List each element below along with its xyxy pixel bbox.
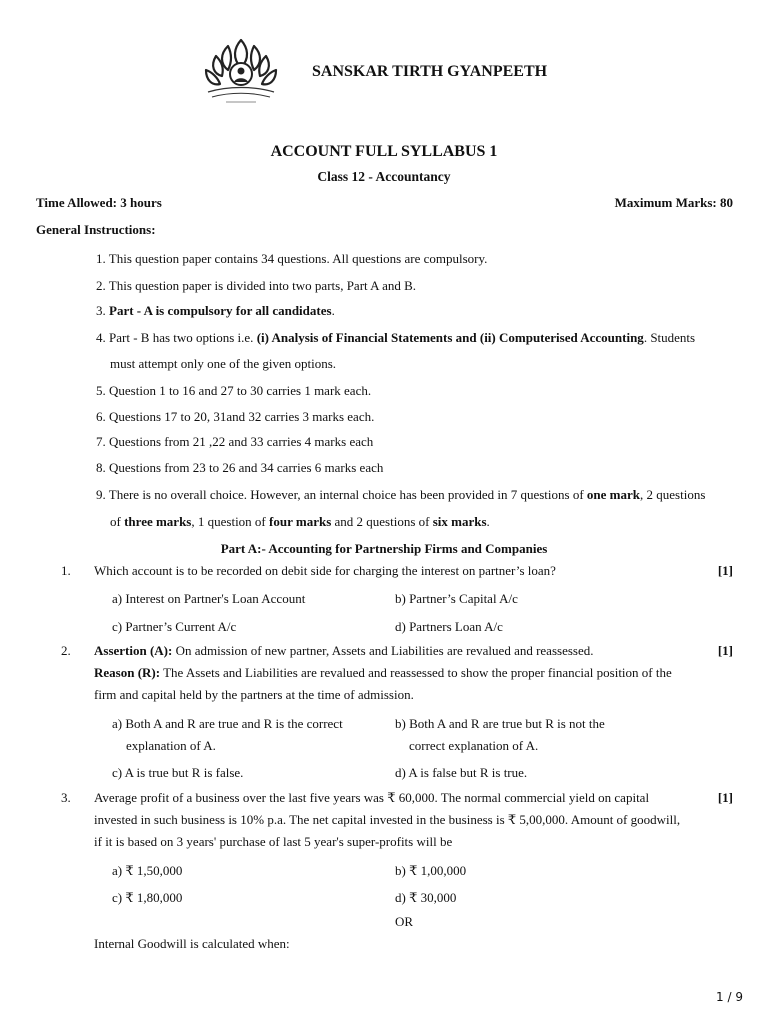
- q2-assertion-label: Assertion (A):: [94, 643, 173, 658]
- q2-option-a-continued: explanation of A.: [126, 738, 216, 753]
- q3-line-1: Average profit of a business over the last five years was ₹ 60,000. The normal commercial yield on capital: [94, 790, 650, 805]
- instruction-9-text-f: , 1 question of: [191, 514, 270, 529]
- paper-title: ACCOUNT FULL SYLLABUS 1: [270, 143, 498, 160]
- instruction-4: [96, 329, 736, 347]
- school-logo: [198, 34, 284, 108]
- instruction-9-text-d: of: [110, 514, 125, 529]
- q1-option-d: d) Partners Loan A/c: [395, 619, 503, 634]
- instruction-9-text-c: , 2 questions: [640, 487, 706, 502]
- instruction-4-suffix: . Students: [643, 330, 696, 345]
- q1-option-b: b) Partner’s Capital A/c: [395, 591, 518, 606]
- q2-option-c: c) A is true but R is false.: [112, 765, 244, 780]
- instruction-6: 6. Questions 17 to 20, 31and 32 carries 3 marks each.: [96, 409, 375, 424]
- instruction-4-bold: (i) Analysis of Financial Statements and (ii) Computerised Accounting: [256, 330, 644, 345]
- q3-option-b: b) ₹ 1,00,000: [395, 863, 467, 878]
- paper-subtitle: Class 12 - Accountancy: [317, 169, 451, 184]
- q2-reason-text: The Assets and Liabilities are revalued and reassessed to show the proper financial position of the: [160, 665, 672, 680]
- instruction-3-suffix: .: [331, 303, 335, 318]
- q1-number: 1.: [61, 563, 71, 578]
- instruction-9-text-a: 9. There is no overall choice. However, an internal choice has been provided in 7 questions of: [96, 487, 587, 502]
- school-name: SANSKAR TIRTH GYANPEETH: [312, 63, 548, 80]
- q3-option-c: c) ₹ 1,80,000: [112, 890, 183, 905]
- instruction-9: [96, 486, 746, 504]
- q2-reason-label: Reason (R):: [94, 665, 161, 680]
- instruction-1: 1. This question paper contains 34 questions. All questions are compulsory.: [96, 251, 488, 266]
- q2-assertion-text: On admission of new partner, Assets and Liabilities are revalued and reassessed.: [172, 643, 594, 658]
- instruction-4-prefix: 4. Part - B has two options i.e.: [96, 330, 257, 345]
- instruction-7: 7. Questions from 21 ,22 and 33 carries 4 marks each: [96, 434, 374, 449]
- q3-alternative-question: Internal Goodwill is calculated when:: [94, 936, 290, 951]
- instruction-9-continued: [110, 513, 490, 531]
- q3-marks: [1]: [717, 790, 733, 805]
- instruction-3: [96, 302, 736, 320]
- q3-or-separator: OR: [395, 914, 414, 929]
- maximum-marks: Maximum Marks: 80: [614, 195, 733, 210]
- q1-marks: [1]: [717, 563, 733, 578]
- q2-assertion: [94, 642, 706, 660]
- q3-option-d: d) ₹ 30,000: [395, 890, 457, 905]
- q2-option-d: d) A is false but R is true.: [395, 765, 528, 780]
- instruction-5: 5. Question 1 to 16 and 27 to 30 carries 1 mark each.: [96, 383, 372, 398]
- q2-option-a: a) Both A and R are true and R is the correct: [112, 716, 343, 731]
- instruction-2: 2. This question paper is divided into two parts, Part A and B.: [96, 278, 417, 293]
- instruction-9-text-h: and 2 questions of: [331, 514, 433, 529]
- q1-text: Which account is to be recorded on debit side for charging the interest on partner’s loan?: [94, 563, 556, 578]
- q2-reason-continued: firm and capital held by the partners at the time of admission.: [94, 687, 414, 702]
- part-a-heading: Part A:- Accounting for Partnership Firms and Companies: [220, 541, 548, 556]
- instruction-4-continued: must attempt only one of the given options.: [110, 356, 337, 371]
- instruction-3-prefix: 3.: [96, 303, 109, 318]
- q2-reason: [94, 664, 706, 682]
- q2-number: 2.: [61, 643, 71, 658]
- time-allowed: Time Allowed: 3 hours: [36, 195, 162, 210]
- instruction-9-four-marks: four marks: [269, 514, 332, 529]
- q3-number: 3.: [61, 790, 71, 805]
- instruction-9-three-marks: three marks: [124, 514, 192, 529]
- instruction-8: 8. Questions from 23 to 26 and 34 carries 6 marks each: [96, 460, 384, 475]
- instruction-9-one-mark: one mark: [586, 487, 641, 502]
- general-instructions-heading: General Instructions:: [36, 222, 156, 237]
- q2-option-b: b) Both A and R are true but R is not the: [395, 716, 605, 731]
- q3-line-3: if it is based on 3 years' purchase of last 5 year's super-profits will be: [94, 834, 453, 849]
- instruction-9-text-j: .: [486, 514, 490, 529]
- q3-option-a: a) ₹ 1,50,000: [112, 863, 183, 878]
- q1-option-c: c) Partner’s Current A/c: [112, 619, 237, 634]
- q1-option-a: a) Interest on Partner's Loan Account: [112, 591, 306, 606]
- lotus-emblem-icon: [198, 34, 284, 108]
- q2-marks: [1]: [717, 643, 733, 658]
- page-number: 1 / 9: [716, 990, 743, 1004]
- instruction-9-six-marks: six marks: [432, 514, 487, 529]
- q3-line-2: invested in such business is 10% p.a. The net capital invested in the business is ₹ 5,00,000. Amount of goodwill,: [94, 812, 681, 827]
- instruction-3-bold: Part - A is compulsory for all candidates: [109, 303, 332, 318]
- q2-option-b-continued: correct explanation of A.: [409, 738, 539, 753]
